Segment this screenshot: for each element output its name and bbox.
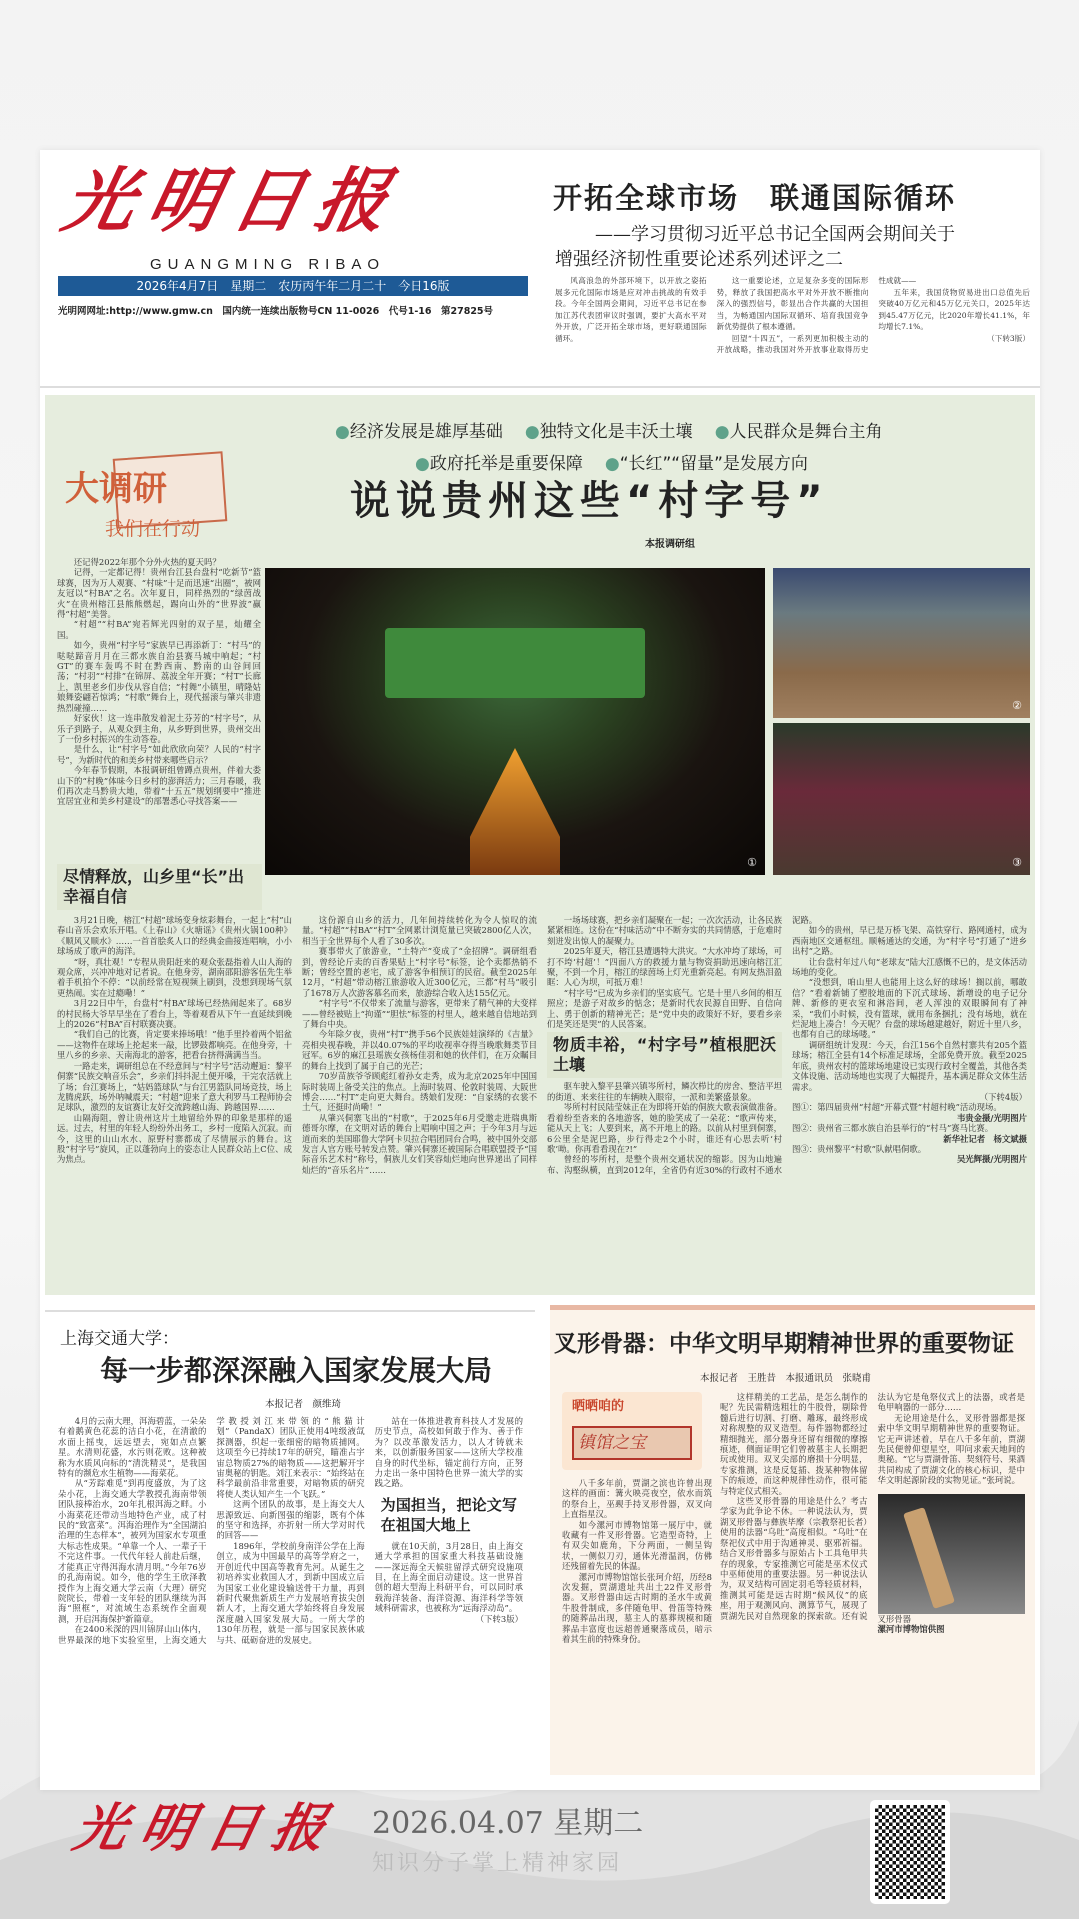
paragraph: 驱车驶入黎平县肇兴镇岑所村，鳞次栉比的房舍、整洁平坦的街道、来来往往的车辆映入眼帘，一派和美繁盛景象。 <box>547 1081 782 1102</box>
sjtu-body <box>58 1416 523 1761</box>
photo-number: ② <box>1012 699 1022 712</box>
paragraph: 好家伙！这一连串散发着泥土芬芳的“村字号”，从乐子到路子，从观众到主角，从乡野到世界，贵州交出了一份乡村振兴的生动答卷。 <box>57 713 261 744</box>
paragraph: 岑所村村民陆莹妹正在为即将开始的侗族大歌表演做准备。看着纷至沓来的各地游客，她的脸笑成了一朵花：“歌声传来，能从天上飞；人要到来，离不开地上的路。以前从村里到侗寨，6公里全是泥巴路，步行得走2个小时，谁还有心思去听‘村歌’呦。你再看看现在?!” <box>547 1102 782 1154</box>
photo-captions <box>792 1102 1027 1164</box>
column-badge <box>562 1392 702 1470</box>
paragraph: 在2400米深的四川锦屏山山体内，世界最深的地下实验室里，上海交通大学教授刘江来带领的“熊猫计划”（PandaX）团队正使用4吨级液氙探测器，织起一张细密的暗物质捕网。这项至今已持续17年的研究，瞄准占宇宙总物质27%的暗物质——这把解开宇宙奥秘的钥匙。刘江来表示：“始终站在科学最前沿非常重要，对暗物质的研究将使人类认知产生一个飞跃。” <box>58 1416 365 1645</box>
survey-badge-main: 大调研 <box>65 469 167 509</box>
paragraph: 2025年夏天，榕江县遭遇特大洪灾。“大水冲垮了球场，可打不垮‘村超’！”四面八方的救援力量与物资捐助迅速向榕江汇聚，不到一个月，榕江的绿茵场上灯光重新亮起。有网友热泪盈眶：人心为坝，可抵万难！ <box>547 946 783 988</box>
paragraph: 就在10天前，3月28日，由上海交通大学承担的国家重大科技基础设施——深远海全天候驻留浮式研究设施项目，在上海全面启动建设。这一世界首创的超大型海上科研平台，可以同时承载海洋装备、海洋资源、海洋科学等领域科研需求，也被称为“远海浮动岛”。 <box>374 1540 523 1614</box>
paragraph: 漯河市博物馆馆长张珂介绍，历经8次发掘，贾湖遗址共出土22件叉形骨器。叉形骨器由远古时期的圣水牛或黄牛股骨制成，多伴随龟甲、骨笛等特殊的随葬品出现，墓主人的墓葬规模和随葬品丰富度也远超普通聚落成员，暗示着其生前的特殊身份。 <box>562 1571 712 1645</box>
photo-credit: 漯河市博物馆供图 <box>877 1624 945 1635</box>
paragraph: 如今漯河市博物馆第一展厅中，就收藏有一件叉形骨器。它造型奇特，上有双尖如鹿角，下分两面，一侧呈钩状，一侧似刀刃，通体光滑温润，仿佛还残留着先民的体温。 <box>562 1519 712 1572</box>
bullet-item: ●经济发展是雄厚基础 <box>335 422 503 442</box>
paragraph: 让台盘村年过八旬“老球友”陆大江感慨不已的，是文体活动场地的变化。 <box>792 956 1027 978</box>
sjtu-byline: 本报记者 颜维琦 <box>265 1399 342 1410</box>
paragraph: 这样精美的工艺品，是怎么制作的呢？先民需精选粗壮的牛股骨，剔除骨髓后进行切割、打磨、雕琢，最终形成对称规整的双叉造型。每件器物都经过精细抛光，部分器身还留有细微的摩擦痕迹，侧面证明它们曾被墓主人长期把玩或使用。双叉尖部的磨损十分明显，专家推测，这是反复插、拨某种物体留下的痕迹，而这种规律性动作，很可能与特定仪式相关。 <box>720 1392 868 1496</box>
bone-artifact <box>903 1507 955 1609</box>
paragraph: 如今，贵州“村字号”家族早已再添新丁：“村马”的哒哒蹄音月月在三都水族自治县赛马城中响起；“村GT”的赛车轰鸣不时在黔西南、黔南的山谷间回荡；“村羽”“村排”在锦屏、荔波全年开赛；“村T”长廊上，凯里老乡们步伐从容自信；“村舞”小镇里，晴隆姑娘舞姿翩若惊鸿；“村歌”舞台上，现代摇滚与肇兴非遗热烈碰撞…… <box>57 640 261 713</box>
paragraph: 记得，一定都记得！贵州台江县台盘村“吃新节”篮球赛，因为万人观赛、“村味”十足而迅速“出圈”，被网友冠以“村BA”之名。次年夏日，同样热烈的“绿茵战火”在贵州榕江县熊熊燃起，踢向山外的“世界波”赢得“村超”美誉。 <box>57 567 261 620</box>
caption: 图①：第四届贵州“村超”开幕式暨“村超村晚”活动现场。 <box>792 1102 1002 1113</box>
credit: 吴光辉摄/光明图片 <box>956 1154 1027 1165</box>
bullet-item: ●独特文化是丰沃土壤 <box>524 422 693 442</box>
paragraph: “没想到，咱山里人也能用上这么好的球场！搁以前，哪敢信？”看着新铺了塑胶地面的下沉式球场、新增设的电子记分牌、新修的更衣室和淋浴间，老人浑浊的双眼瞬间有了神采，“我们小时候，没有篮球，就用布条捆扎；没有场地，就在烂泥地上凑合！今天呢？台盘的球场越建越好，附近十里八乡，也都有自己的球场喽。” <box>792 977 1027 1040</box>
paragraph: 赛事带火了旅游业，“土特产”变成了“金招牌”。调研组看到，曾经论斤卖的百香果贴上“村字号”标签，论个卖都热销不断；曾经空置的老宅，成了游客争相预订的民宿。截至2025年12月，“村超”带动榕江旅游收入近300亿元，三都“村马”吸引了1678万人次游客慕名而来，旅游综合收入达155亿元。 <box>302 946 537 998</box>
paragraph: 调研组统计发现：今天，台江156个自然村寨共有205个篮球场；榕江全县有14个标准足球场，全部免费开放。截至2025年底，贵州农村的篮球场地建设已实现行政村全覆盖，其他各类文体设施、活动场地也实现了大幅提升，基本满足群众文体生活需求。 <box>792 1039 1027 1092</box>
bullet-item: ●政府托举是重要保障 <box>415 454 583 474</box>
lead-body <box>555 275 1030 380</box>
paragraph: 站在一体推进教育科技人才发展的历史节点，高校如何敢于作为、善于作为？以改革激发活力，以人才铸就未来，以创新服务国家——这所大学校准自身的时代坐标，锚定前行方向，正努力走出一条中国特色世界一流大学的实践之路。 <box>374 1416 523 1489</box>
paragraph: “村字号”已成为乡亲们的坚实底气。它是十里八乡间的相互照应；是游子对故乡的惦念；是新时代农民源自田野、自信向上、勇于创新的精神光芒；是“党中央的政策好不好，要看乡亲们是笑还是哭”的人民答案。 <box>547 987 782 1030</box>
survey-subhead-1 <box>57 861 262 913</box>
paragraph: “村字号”不仅带来了流量与游客，更带来了精气神的大变样——曾经被贴上“拘谨”“胆怯”标签的村里人，越来越自信地站到了舞台中央。 <box>302 998 537 1030</box>
paragraph: 3月22日中午，台盘村“村BA”球场已经热闹起来了。68岁的村民杨大爷早早坐在了看台上，等着观看从下午一直延续到晚上的2026“村BA”百村联赛决赛。 <box>57 998 292 1030</box>
lead-headline: 开拓全球市场 联通国际循环 <box>553 181 957 215</box>
dateline-bar: 2026年4月7日 星期二 农历丙午年二月二十 今日16版 <box>58 276 528 296</box>
paragraph: 是什么，让“村字号”如此欣欣向荣？人民的“村字号”，为新时代的和美乡村带来哪些启示？ <box>57 744 261 765</box>
lead-subtitle-2: 增强经济韧性重要论述系列述评之二 <box>555 249 843 270</box>
paragraph: 一场场球赛，把乡亲们凝聚在一起；一次次活动，让各民族紧紧相连。这份在“村味活动”中不断夯实的共同情感，于危难时刻迸发出惊人的凝聚力。 <box>547 915 782 946</box>
qr-code[interactable] <box>870 1800 950 1904</box>
paragraph: 还记得2022年那个分外火热的夏天吗？ <box>73 557 221 567</box>
column-badge-line1: 晒晒咱的 <box>572 1399 625 1414</box>
paragraph: 4月的云南大理，洱海碧蓝，一朵朵有着鹅黄色花蕊的洁白小花，在清澈的水面上摇曳，远远望去，宛如点点繁星。水清则花盛，水污则花败。这种被称为水质风向标的“清洗精灵”，是我国特有的濒危水生植物——海菜花。 <box>58 1416 207 1479</box>
paragraph: “村超”“村BA”宛若辉光四射的双子星，灿耀全国。 <box>57 619 261 640</box>
bone-col2 <box>720 1392 1025 1772</box>
jump-note: （下转3版） <box>987 333 1030 343</box>
stadium-field <box>385 628 645 698</box>
paragraph: 风高浪急的外部环境下，以开放之姿拓展多元化国际市场是应对冲击挑战的有效手段。今年全国两会期间，习近平总书记在参加江苏代表团审议时强调，要扩大高水平对外开放，广泛开拓全球市场，更好联通国际循环。 <box>555 276 707 343</box>
paragraph: 这份源自山乡的活力，几年间持续转化为令人惊叹的流量。“村超”“村BA”“村T”全网累计浏览量已突破2800亿人次，相当于全世界每个人看了30多次。 <box>302 915 537 946</box>
divider <box>45 1310 535 1312</box>
paragraph: 从肇兴侗寨飞出的“村歌”，于2025年6月受邀走进瑞典斯德哥尔摩，在文明对话的舞台上唱响中国之声；于今年3月与远道而来的美国耶鲁大学阿卡贝拉合唱团同台合鸣，被中国外交部发言人官方账号转发点赞。肇兴侗寨还被国际合唱联盟授予“国际音乐艺术村”称号，侗族儿女们笑容灿烂地向世界递出了同样灿烂的“音乐名片”…… <box>302 1112 537 1175</box>
footer-slogan: 知识分子掌上精神家园 <box>372 1851 623 1876</box>
column-badge-line2: 镇馆之宝 <box>572 1426 692 1460</box>
paragraph: 从“芳踪难觅”到再度盛放，为了这朵小花，上海交通大学教授孔海南带领团队接棒治水，20年扎根洱海之畔。小小海菜花还带动当地特色产业，成了村民的“致富菜”。洱海治理作为“全国湖泊治理的生态样本”，被列为国家水专项重大标志性成果。“单靠一个人、一辈子干不完这件事。一代代年轻人前赴后继，才能真正守得洱海水清月明。”今年76岁的孔海南说。如今，他的学生王欣泽教授作为上海交通大学云南（大理）研究院院长，带着一支年轻的团队继续为洱海“照框”，对流域生态系统作全面观测，开启洱海保护新篇章。 <box>58 1478 207 1624</box>
paragraph: “呀，真壮观！”专程从贵阳赶来的观众张磊指着人山人海的观众席，兴冲冲地对记者说。在他身旁，湖南邵阳游客伍先生举着手机拍个不停：“以前经常在短视频上刷到，没想到现场气氛更热闹。实在过瘾嘞！” <box>57 956 292 998</box>
paragraph: 回望“十四五”，一系列更加积极主动的开放战略，推动我国对外开放事业取得历史性成就—— <box>716 276 917 354</box>
newspaper-page <box>40 150 1040 1790</box>
survey-title: 说说贵州这些“村字号” <box>350 478 829 524</box>
survey-byline: 本报调研组 <box>645 539 695 550</box>
survey-bullets-row2 <box>415 449 808 474</box>
sjtu-title: 每一步都深深融入国家发展大局 <box>100 1354 493 1387</box>
photo-caption: 叉形骨器 <box>877 1613 911 1624</box>
subhead: 物质丰裕，“村字号”植根肥沃土壤 <box>547 1032 782 1078</box>
paragraph: 今年春节假期，本报调研组曾蹲点贵州，伴着大娄山下的“村晚”体味今日乡村的澎湃活力；三月春暖，我们再次走马黔贵大地，带着“十五五”规划纲要中“推进宜居宜业和美乡村建设”的部署悉心寻找答案—— <box>57 765 261 807</box>
masthead-info: 光明网网址:http://www.gmw.cn 国内统一连续出版物号CN 11-0026 代号1-16 第27825号 <box>58 306 494 317</box>
paragraph: 70岁苗族爷爷顾彪红着孙女走秀，成为北京2025年中国国际时装周上备受关注的焦点。上海时装周、伦敦时装周、大阪世博会……“村T”走向更大舞台。绣娘们发现：“自家绣的衣裳不土气，还挺时尚嘞！” <box>302 1071 537 1113</box>
paragraph: “我们自己的比赛，肯定要来捧场哦！”他手里拎着两个铝盆——这物件在球场上抡起来一敲，比锣鼓都响亮。在他身旁，十里八乡的乡亲、天南海北的游客，把看台挤得满满当当。 <box>57 1029 292 1061</box>
paragraph: 曾经的岑所村，是整个贵州交通状况的缩影。因为山地遍布、沟壑纵横，直到2012年，全省仍有近30%的行政村不通水泥路。 <box>547 915 818 1175</box>
paragraph: 一路走来，调研组总在不经意间与“村字号”活动邂逅：黎平侗寨“民族交响音乐会”，乡亲们抖抖泥土便开嗓，干完农活就上了场；台江赛场上，“姑妈篮球队”与台江男篮队同场竞技，场上龙腾虎跃，场外呐喊震天；“村超”迎来了意大利罗马工程师协会足球队，激烈的友谊赛让友好交流跨越山海、跨越国界…… <box>57 1060 292 1113</box>
divider <box>40 386 1040 388</box>
qr-code-pattern <box>875 1805 945 1899</box>
jump-note: （下转4版） <box>979 1091 1027 1102</box>
bone-byline: 本报记者 王胜昔 本报通讯员 张晓甫 <box>700 1373 872 1384</box>
photo-number: ③ <box>1012 856 1022 869</box>
paragraph: 如今的贵州，早已是万桥飞架、高铁穿行、路网通村，成为西南地区交通枢纽。顺畅通达的交通，为“村字号”打通了“进乡出村”之路。 <box>792 925 1027 957</box>
paragraph: 八千多年前，贾湖之滨也许曾出现这样的画面：篝火映亮夜空，依水而筑的祭台上，巫觋手持叉形骨器，双叉向上直指星汉。 <box>562 1478 712 1520</box>
sjtu-kicker: 上海交通大学： <box>60 1329 179 1349</box>
photo-number: ① <box>747 856 757 869</box>
paragraph: 这些叉形骨器的用途是什么？考古学家为此争论不休。一种说法认为，贾湖叉形骨器与彝族毕摩（宗教祭祀长者）使用的法器“乌吐”高度相似。“乌吐”在祭祀仪式中用于沟通神灵、驱邪祈福。结合叉形骨器多与原始占卜工具龟甲共存的现象，专家推测它可能是巫术仪式中巫师使用的重要法器。另一种说法认为，双叉结构可固定羽毛等轻质材料，推测其可能是远古时期“候风仪”的底座，用于观测风向、测算节气，展现了贾湖先民对自然现象的探索欲。还有说法认为它是龟祭仪式上的法器，或者是龟甲响器的一部分…… <box>720 1392 1025 1621</box>
survey-bullets-row1 <box>335 417 883 442</box>
paragraph: 今年除夕夜，贵州“村T”携手56个民族娃娃演绎的《吉量》亮相央视春晚，并以40.07%的平均收视率夺得当晚歌舞类节目冠军。6岁的麻江县瑶族女孩杨佳羽和她的伙伴们，在万众瞩目的舞台上找到了属于自己的光芒； <box>302 1029 537 1071</box>
masthead-pinyin: GUANGMING RIBAO <box>150 256 386 273</box>
bone-article <box>550 1305 1035 1775</box>
subhead: 尽情释放，山乡里“长”出幸福自信 <box>57 864 262 910</box>
footer-date: 2026.04.07 星期二 <box>372 1806 644 1841</box>
credit: 新华社记者 杨文斌摄 <box>943 1133 1027 1144</box>
bullet-item: ●人民群众是舞台主角 <box>714 422 883 442</box>
paragraph: 这两个团队的故事，是上海交大人思源致远、向新图强的缩影，既有个体的坚守和选择，亦折射一所大学对时代的回答—— <box>216 1499 365 1541</box>
photo-village-super-league <box>265 568 765 875</box>
bone-artifact-photo <box>878 1494 1026 1614</box>
paragraph: 无论用途是什么，叉形骨器都是探索中华文明早期精神世界的重要物证。它无声讲述着，早在八千多年前，贾湖先民便曾仰望星空，叩问求索天地间的奥秘。“它与贾湖骨笛、契刻符号、果酒共同构成了贾湖文化的核心标识，是中华文明起源阶段的实物见证。”张珂说。 <box>877 1412 1025 1486</box>
caption: 图③：贵州黎平“村歌”队献唱侗歌。 <box>792 1143 927 1154</box>
paragraph: 1896年，学校前身南洋公学在上海创立，成为中国最早的高等学府之一，开创近代中国高等教育先河。从诞生之初培养实业救国人才，到新中国成立后为国家工业化建设输送骨干力量，再到新时代聚焦新质生产力发展培育拔尖创新人才，上海交通大学始终将自身发展深度融入国家发展大局。一所大学的130年历程，就是一部与国家民族休戚与共、砥砺奋进的发展史。 <box>216 1540 365 1645</box>
survey-section <box>45 395 1035 1295</box>
photo-village-choir <box>773 723 1030 875</box>
survey-body <box>57 915 1027 1290</box>
credit: 韦贵金摄/光明图片 <box>956 1112 1027 1123</box>
drum-tower <box>470 748 560 875</box>
survey-badge <box>65 455 235 550</box>
footer-logo: 光明日报 <box>68 1798 346 1859</box>
bone-col1 <box>562 1478 712 1773</box>
paragraph: 这一重要论述，立足复杂多变的国际形势，释放了我国把高水平对外开放不断推向深入的强烈信号，彰显出合作共赢的大国担当，为畅通国内国际双循环、培育我国竞争新优势提供了根本遵循。 <box>716 276 869 331</box>
paragraph: 山隔海阻，曾让贵州这片土地留给外界的印象是那样的遥远。过去，村里的年轻人纷纷外出务工，乡村一度陷入沉寂。而今，这里的山山水水、原野村寨都成了尽情展示的舞台。这股“村字号”旋风，正以蓬勃向上的姿态让人民群众站上C位、成为焦点。 <box>57 1112 292 1165</box>
paragraph: 五年来，我国货物贸易进出口总值先后突破40万亿元和45万亿元关口，2025年达到45.47万亿元，比2020年增长41.1%，年均增长7.1%。 <box>878 287 1030 331</box>
caption: 图②：贵州省三都水族自治县举行的“村马”赛马比赛。 <box>792 1123 994 1134</box>
lead-subtitle-1: ——学习贯彻习近平总书记全国两会期间关于 <box>595 224 955 245</box>
survey-col1 <box>57 557 261 855</box>
survey-badge-sub: 我们在行动 <box>105 518 201 540</box>
photo-horse-race <box>773 568 1030 718</box>
masthead-logo: 光明日报 <box>56 159 410 242</box>
paragraph: 3月21日晚，榕江“村超”球场变身炫彩舞台，一起上“村”山春山音乐会欢乐开唱。《上春山》《火塘谣》《贵州火锅100种》《顺风又顺水》……一首首脍炙人口的经典金曲接连唱响，小小球场成了歌声的海洋。 <box>57 915 292 957</box>
subhead: 为国担当，把论文写在祖国大地上 <box>380 1495 517 1534</box>
bone-title: 叉形骨器：中华文明早期精神世界的重要物证 <box>554 1330 1014 1357</box>
jump-note: （下转3版） <box>475 1613 523 1624</box>
bullet-item: ●“长红”“留量”是发展方向 <box>604 454 808 474</box>
